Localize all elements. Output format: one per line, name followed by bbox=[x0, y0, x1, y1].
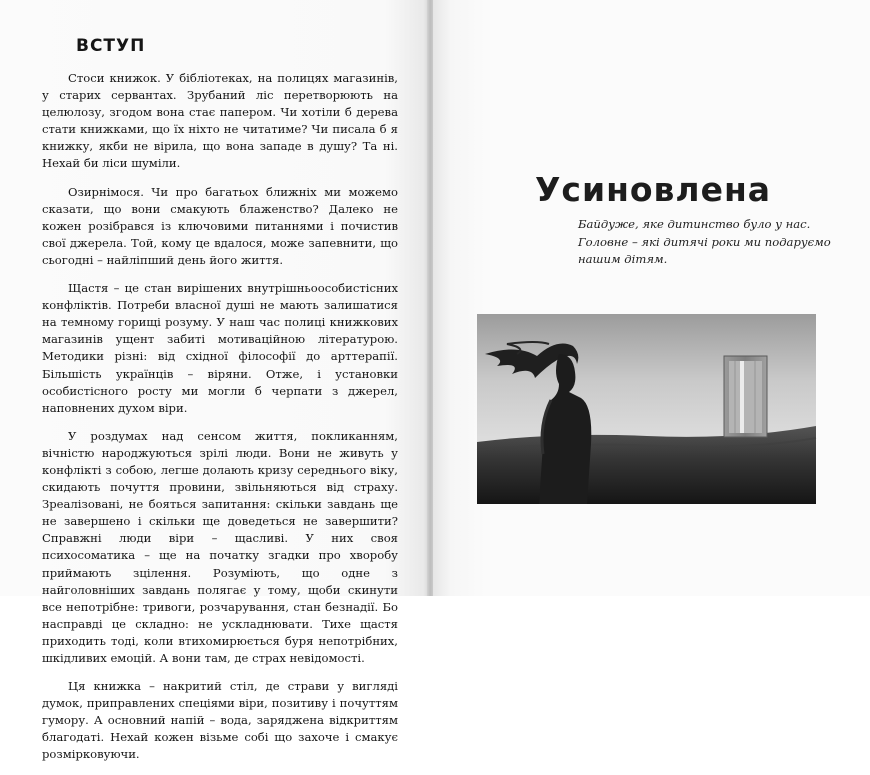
paragraph: У роздумах над сенсом життя, покликанням, вічністю народжуються зрілі люди. Вони не живуть у конфлікті з собою, легше долають кризу середнього віку, скидають почуття провини, звільняються від страху. Зреалізовані, не бояться запитання: скільки завдань ще не завершено і скільки ще доведеться не завершити? Справжні люди віри – щасливі. У них своя психосоматика – ще на початку згадки про хворобу приймають зцілення. Розуміють, що одне з найголовніших завдань полягає у тому, щоби скинути все непотрібне: тривоги, розчарування, стан безнадії. Бо насправді це складно: не ускладнювати. Тихе щастя приходить тоді, коли втихомирюється буря непотрібних, шкідливих емоцій. А вони там, де страх невідомості. bbox=[42, 428, 398, 665]
left-page bbox=[0, 0, 428, 762]
right-page bbox=[433, 0, 870, 596]
door-icon bbox=[724, 356, 767, 437]
paragraph: Стоси книжок. У бібліотеках, на полицях магазинів, у старих сервантах. Зрубаний ліс перетворюють на целюлозу, згодом вона стає папером. Чи хотіли б дерева стати книжками, що їх ніхто не читатиме? Чи писала б я книжку, якби не вірила, що вона западе в душу? Та ні. Нехай би ліси шуміли. bbox=[42, 71, 398, 171]
intro-text bbox=[42, 70, 398, 775]
epigraph bbox=[578, 216, 831, 269]
chapter-title: Усиновлена bbox=[534, 170, 772, 209]
epigraph-line: нашим дітям. bbox=[578, 252, 668, 266]
paragraph: Ця книжка – накритий стіл, де страви у вигляді думок, приправлених спеціями віри, позитиву і почуттям гумору. А основний напій – вода, заряджена відкриттям благодаті. Нехай кожен візьме собі що захоче і смакує розмірковуючи. bbox=[42, 679, 398, 762]
paragraph: Щастя – це стан вирішених внутрішньоособистісних конфліктів. Потреби власної душі не мають залишатися на темному горищі розуму. У наш час полиці книжкових магазинів ущент забиті мотиваційною літературою. Методики різні: від східної філософії до арттерапії. Більшість українців – віряни. Отже, і установки особистісного росту ми могли б черпати з джерел, наповнених духом віри. bbox=[42, 281, 398, 415]
paragraph: Озирнімося. Чи про багатьох ближніх ми можемо сказати, що вони смакують блаженство? Далеко не кожен розібрався із ключовими питаннями і почистив свої джерела. Той, кому це вдалося, може запевнити, що сьогодні – найліпший день його життя. bbox=[42, 184, 398, 267]
girl-field-door-illustration bbox=[477, 314, 816, 504]
chapter-heading: ВСТУП bbox=[76, 36, 146, 56]
grass-field bbox=[477, 426, 816, 504]
epigraph-line: Головне – які дитячі роки ми подаруємо bbox=[578, 234, 831, 249]
epigraph-line: Байдуже, яке дитинство було у нас. bbox=[578, 217, 811, 231]
